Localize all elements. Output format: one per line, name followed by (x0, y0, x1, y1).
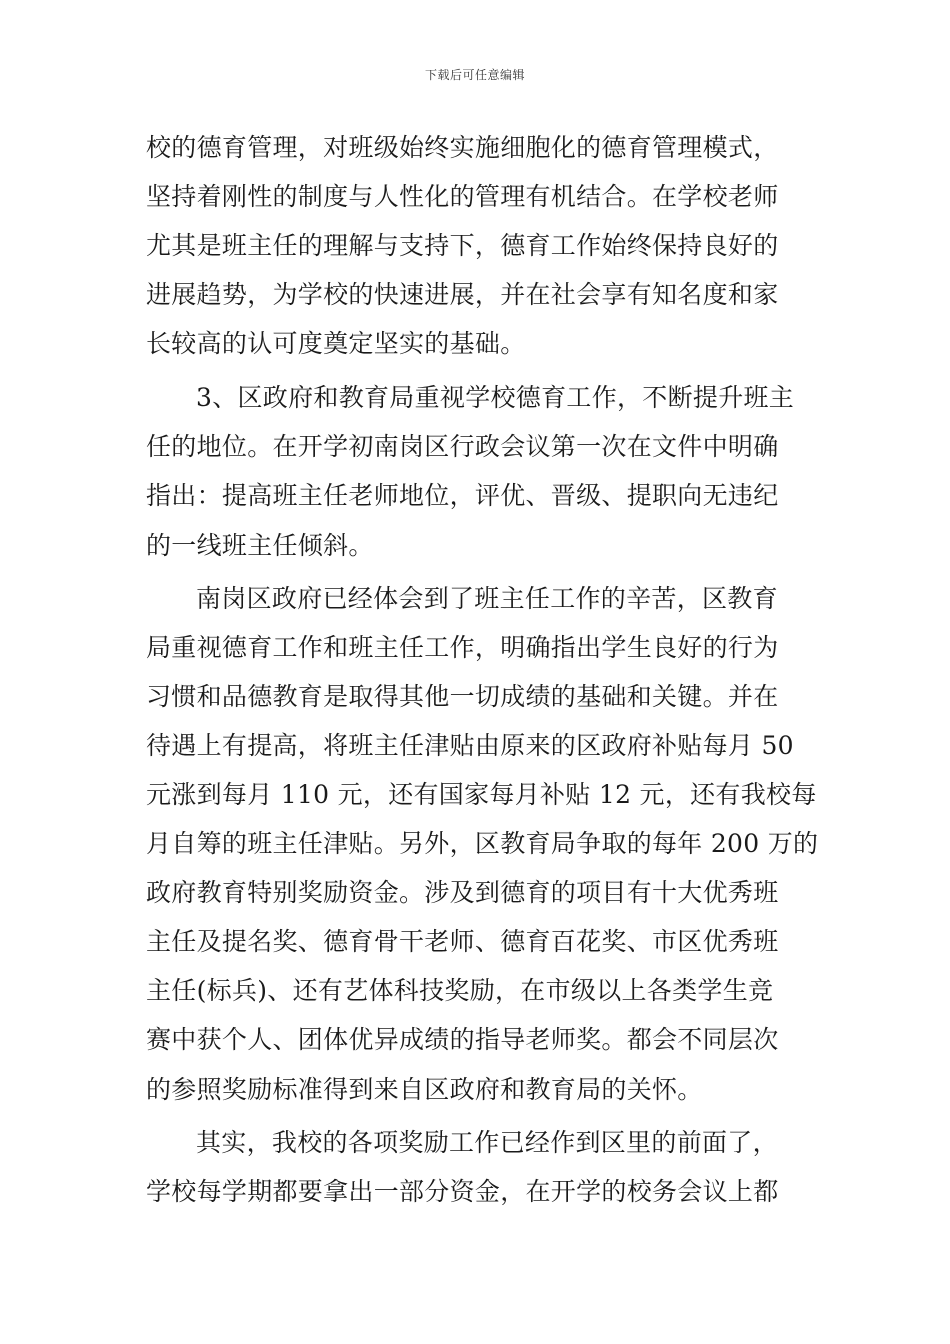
body-line: 主任及提名奖、德育骨干老师、德育百花奖、市区优秀班 (146, 927, 779, 956)
paragraph-start-line: 其实，我校的各项奖励工作已经作到区里的前面了， (196, 1128, 778, 1157)
body-line: 学校每学期都要拿出一部分资金，在开学的校务会议上都 (146, 1177, 779, 1206)
body-line: 校的德育管理，对班级始终实施细胞化的德育管理模式， (146, 133, 779, 162)
body-line: 元涨到每月 110 元，还有国家每月补贴 12 元，还有我校每 (146, 780, 817, 809)
body-line: 月自筹的班主任津贴。另外，区教育局争取的每年 200 万的 (146, 829, 819, 858)
body-line: 尤其是班主任的理解与支持下，德育工作始终保持良好的 (146, 231, 779, 260)
body-line: 进展趋势，为学校的快速进展，并在社会享有知名度和家 (146, 280, 779, 309)
body-line: 的一线班主任倾斜。 (146, 531, 374, 560)
body-line: 的参照奖励标准得到来自区政府和教育局的关怀。 (146, 1075, 703, 1104)
body-line: 任的地位。在开学初南岗区行政会议第一次在文件中明确 (146, 432, 779, 461)
body-line: 指出：提高班主任老师地位，评优、晋级、提职向无违纪 (146, 481, 779, 510)
body-line: 赛中获个人、团体优异成绩的指导老师奖。都会不同层次 (146, 1025, 779, 1054)
body-line: 主任(标兵)、还有艺体科技奖励，在市级以上各类学生竞 (146, 976, 774, 1005)
page-header: 下载后可任意编辑 (424, 68, 525, 82)
paragraph-start-line: 3、区政府和教育局重视学校德育工作，不断提升班主 (196, 383, 795, 412)
body-line: 坚持着刚性的制度与人性化的管理有机结合。在学校老师 (146, 182, 779, 211)
body-line: 长较高的认可度奠定坚实的基础。 (146, 329, 526, 358)
body-line: 待遇上有提高，将班主任津贴由原来的区政府补贴每月 50 (146, 731, 794, 760)
body-line: 习惯和品德教育是取得其他一切成绩的基础和关键。并在 (146, 682, 779, 711)
body-line: 局重视德育工作和班主任工作，明确指出学生良好的行为 (146, 633, 779, 662)
body-line: 政府教育特别奖励资金。涉及到德育的项目有十大优秀班 (146, 878, 779, 907)
paragraph-start-line: 南岗区政府已经体会到了班主任工作的辛苦，区教育 (196, 584, 778, 613)
